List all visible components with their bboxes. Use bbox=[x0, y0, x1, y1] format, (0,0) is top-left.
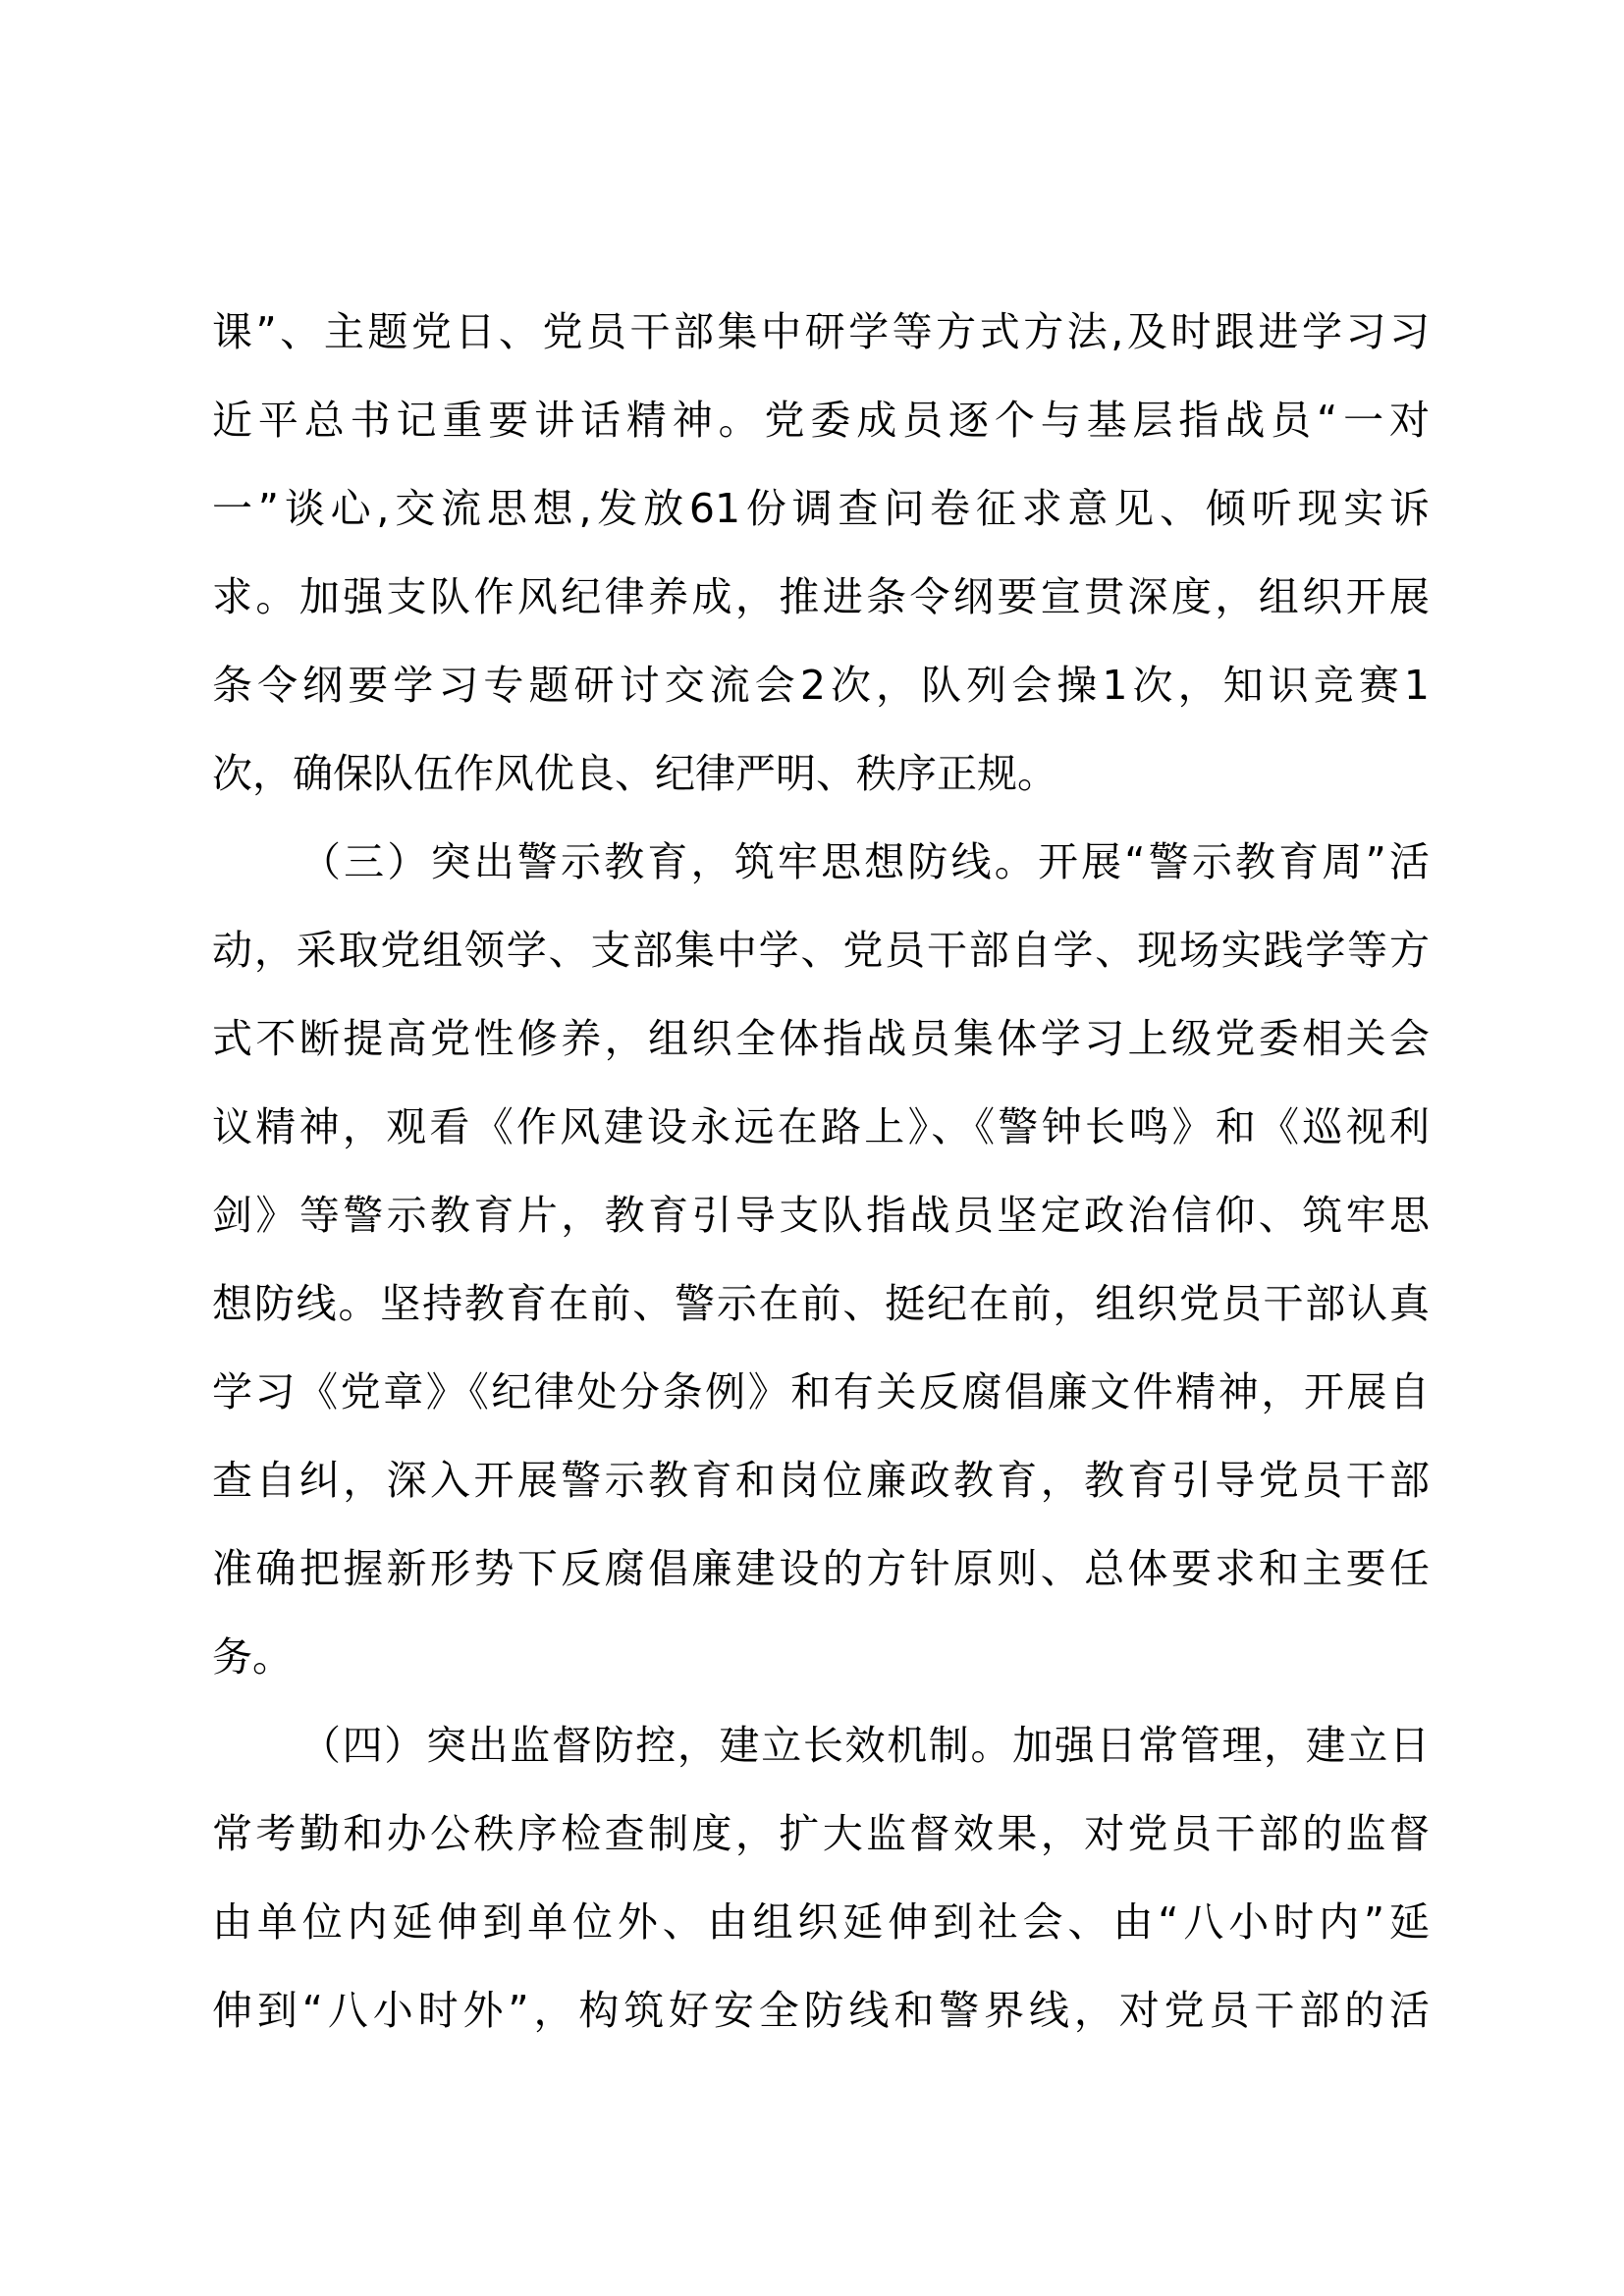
body-line: 一”谈心,交流思想,发放61份调查问卷征求意见、倾听现实诉 bbox=[212, 485, 1430, 532]
body-line: 求。加强支队作风纪律养成，推进条令纲要宣贯深度，组织开展 bbox=[212, 573, 1430, 620]
body-line: 课”、主题党日、党员干部集中研学等方式方法,及时跟进学习习 bbox=[212, 308, 1430, 355]
body-line: 查自纠，深入开展警示教育和岗位廉政教育，教育引导党员干部 bbox=[212, 1457, 1430, 1504]
body-line: 剑》等警示教育片，教育引导支队指战员坚定政治信仰、筑牢思 bbox=[212, 1192, 1430, 1239]
section-heading-line: （三）突出警示教育，筑牢思想防线。开展“警示教育周”活 bbox=[300, 838, 1430, 885]
body-line: 议精神，观看《作风建设永远在路上》、《警钟长鸣》和《巡视利 bbox=[212, 1103, 1430, 1150]
body-line: 次，确保队伍作风优良、纪律严明、秩序正规。 bbox=[212, 750, 1057, 797]
body-line: 式不断提高党性修养，组织全体指战员集体学习上级党委相关会 bbox=[212, 1015, 1430, 1062]
body-line: 伸到“八小时外”，构筑好安全防线和警界线，对党员干部的活 bbox=[212, 1987, 1430, 2034]
body-line: 由单位内延伸到单位外、由组织延伸到社会、由“八小时内”延 bbox=[212, 1898, 1430, 1946]
body-line: 动，采取党组领学、支部集中学、党员干部自学、现场实践学等方 bbox=[212, 927, 1430, 974]
body-line: 想防线。坚持教育在前、警示在前、挺纪在前，组织党员干部认真 bbox=[212, 1280, 1430, 1327]
body-line: 学习《党章》《纪律处分条例》和有关反腐倡廉文件精神，开展自 bbox=[212, 1368, 1430, 1415]
body-line: 准确把握新形势下反腐倡廉建设的方针原则、总体要求和主要任 bbox=[212, 1545, 1430, 1592]
body-line: 近平总书记重要讲话精神。党委成员逐个与基层指战员“一对 bbox=[212, 397, 1430, 444]
body-line: 条令纲要学习专题研讨交流会2次，队列会操1次，知识竞赛1 bbox=[212, 662, 1430, 709]
section-heading-line: （四）突出监督防控，建立长效机制。加强日常管理，建立日 bbox=[300, 1722, 1430, 1769]
body-line: 务。 bbox=[212, 1633, 293, 1681]
body-line: 常考勤和办公秩序检查制度，扩大监督效果，对党员干部的监督 bbox=[212, 1810, 1430, 1857]
